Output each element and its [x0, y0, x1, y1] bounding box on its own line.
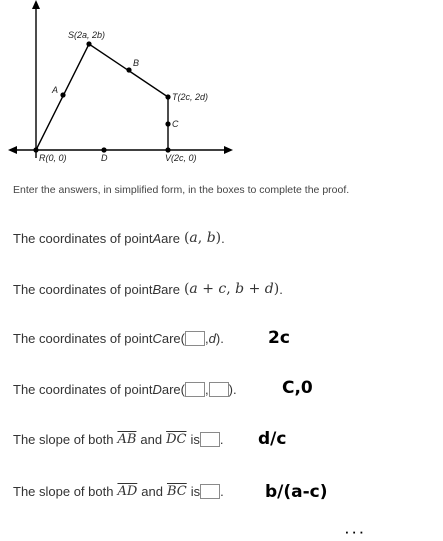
segment-bc: $\overline{BC}$	[166, 484, 187, 499]
row-text: is	[190, 484, 201, 499]
point-r	[33, 147, 38, 152]
row-point-b	[13, 281, 283, 297]
open-paren: (	[180, 382, 186, 397]
comma: ,	[205, 382, 209, 397]
row-text: is	[190, 432, 200, 447]
answer-box-d-y[interactable]	[209, 382, 229, 397]
point-t	[165, 94, 170, 99]
handwritten-answer-slope-ad: b/(a-c)	[265, 482, 328, 502]
segment-ab: $\overline{AB}$	[117, 432, 137, 447]
point-a	[60, 92, 65, 97]
label-s: S(2a, 2b)	[68, 30, 106, 40]
answer-box-d-x[interactable]	[185, 382, 205, 397]
point-b	[126, 67, 131, 72]
row-point-c	[13, 331, 224, 346]
row-text: are	[161, 382, 181, 397]
row-text: are	[161, 331, 181, 346]
instructions: Enter the answers, in simplified form, in the boxes to complete the proof.	[13, 184, 350, 196]
point-c	[165, 121, 170, 126]
row-text: The coordinates of point	[13, 281, 153, 297]
x-axis-right-arrow-icon	[224, 146, 233, 154]
row-text: ,	[205, 331, 209, 346]
math-coordinates: (a, b)	[183, 230, 222, 246]
row-slope-ad-bc	[13, 484, 224, 499]
row-end: .	[279, 281, 283, 297]
row-text: and	[140, 432, 163, 447]
row-text: are	[161, 281, 180, 297]
row-text: The slope of both	[13, 484, 114, 499]
math-coordinates: (a + c, b + d)	[183, 281, 280, 297]
open-paren: (	[180, 331, 186, 346]
segment-ad: $\overline{AD}$	[117, 484, 138, 499]
label-t: T(2c, 2d)	[172, 92, 209, 102]
label-b: B	[133, 58, 140, 68]
handwritten-answer-d: C,0	[282, 378, 313, 398]
x-axis-left-arrow-icon	[8, 146, 17, 154]
point-var: D	[152, 382, 162, 397]
row-end: .	[219, 432, 224, 447]
segment-dc: $\overline{DC}$	[166, 432, 187, 447]
label-c: C	[172, 119, 179, 129]
answer-box-slope-ab-dc[interactable]	[200, 432, 220, 447]
label-d: D	[101, 153, 108, 163]
row-text: The slope of both	[13, 432, 114, 447]
close-paren: ).	[228, 382, 237, 397]
point-var: C	[152, 331, 162, 346]
row-end: .	[220, 484, 224, 499]
row-slope-ab-dc	[13, 432, 224, 447]
answer-box-c-x[interactable]	[185, 331, 205, 346]
point-s	[86, 41, 91, 46]
quadrilateral-rstv	[36, 44, 168, 150]
row-point-a	[13, 230, 225, 246]
row-text: The coordinates of point	[13, 230, 153, 246]
cutoff-fragment: · · ·	[345, 528, 364, 539]
row-text: The coordinates of point	[13, 382, 153, 397]
y-axis-arrow-icon	[32, 0, 40, 9]
row-point-d	[13, 382, 237, 397]
coordinate-figure	[0, 0, 443, 180]
row-text: The coordinates of point	[13, 331, 153, 346]
row-text: are	[161, 230, 180, 246]
handwritten-answer-slope-ab: d/c	[258, 429, 287, 449]
point-var: B	[152, 281, 162, 297]
label-v: V(2c, 0)	[165, 153, 197, 163]
label-r: R(0, 0)	[39, 153, 67, 163]
answer-box-slope-ad-bc[interactable]	[200, 484, 220, 499]
close-paren: ).	[215, 331, 224, 346]
handwritten-answer-c: 2c	[268, 328, 290, 348]
given-coordinate: d	[208, 331, 216, 346]
point-v	[165, 147, 170, 152]
label-a: A	[52, 85, 59, 95]
row-text: and	[141, 484, 163, 499]
point-d	[101, 147, 106, 152]
row-end: .	[221, 230, 225, 246]
point-var: A	[152, 230, 162, 246]
